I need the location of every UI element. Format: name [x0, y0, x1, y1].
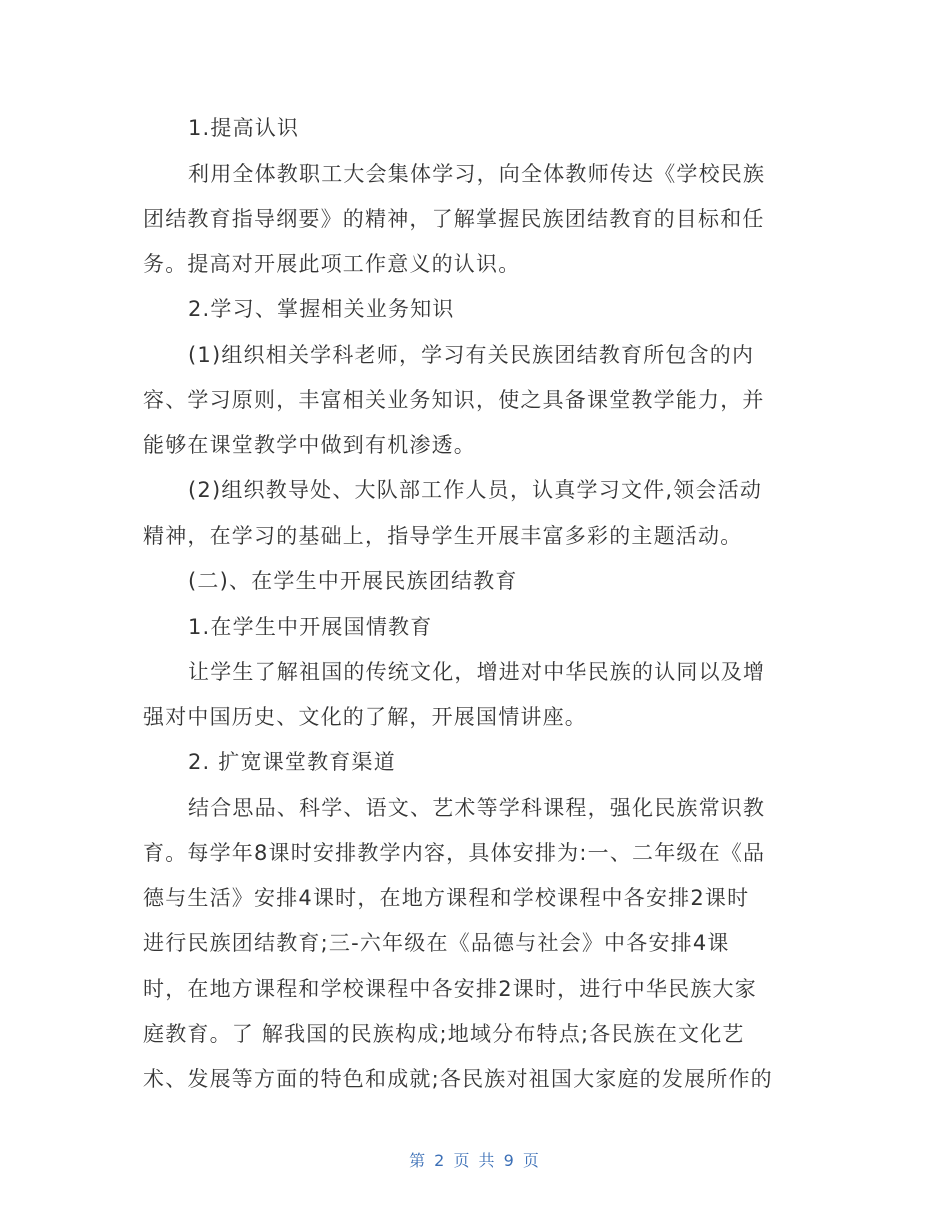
- paragraph-line: 利用全体教职工大会集体学习，向全体教师传达《学校民族: [188, 162, 766, 186]
- section-heading: (二)、在学生中开展民族团结教育: [188, 569, 518, 593]
- section-heading: 2.学习、掌握相关业务知识: [188, 297, 455, 321]
- section-heading: 2. 扩宽课堂教育渠道: [188, 750, 396, 774]
- paragraph-line: 结合思品、科学、语文、艺术等学科课程，强化民族常识教: [188, 796, 766, 820]
- section-heading: 1.在学生中开展国情教育: [188, 615, 433, 639]
- paragraph-line: 团结教育指导纲要》的精神，了解掌握民族团结教育的目标和任: [143, 207, 765, 231]
- paragraph-line: 时，在地方课程和学校课程中各安排2课时，进行中华民族大家: [143, 977, 757, 1001]
- paragraph-line: 精神，在学习的基础上，指导学生开展丰富多彩的主题活动。: [143, 524, 743, 548]
- paragraph-line: 进行民族团结教育;三-六年级在《品德与社会》中各安排4课: [143, 931, 730, 955]
- paragraph-line: 术、发展等方面的特色和成就;各民族对祖国大家庭的发展所作的: [143, 1067, 773, 1091]
- paragraph-line: 务。提高对开展此项工作意义的认识。: [143, 252, 521, 276]
- page-number-footer: 第 2 页 共 9 页: [409, 1151, 541, 1170]
- paragraph-line: 育。每学年8课时安排教学内容，具体安排为:一、二年级在《品: [143, 841, 766, 865]
- paragraph-line: 庭教育。了 解我国的民族构成;地域分布特点;各民族在文化艺: [143, 1022, 745, 1046]
- paragraph-line: 容、学习原则，丰富相关业务知识，使之具备课堂教学能力，并: [143, 388, 765, 412]
- paragraph-line: (1)组织相关学科老师，学习有关民族团结教育所包含的内: [188, 343, 755, 367]
- paragraph-line: 能够在课堂教学中做到有机渗透。: [143, 433, 476, 457]
- paragraph-line: 强对中国历史、文化的了解，开展国情讲座。: [143, 705, 587, 729]
- paragraph-line: 让学生了解祖国的传统文化，增进对中华民族的认同以及增: [188, 660, 766, 684]
- paragraph-line: (2)组织教导处、大队部工作人员，认真学习文件,领会活动: [188, 478, 763, 502]
- paragraph-line: 德与生活》安排4课时，在地方课程和学校课程中各安排2课时: [143, 886, 750, 910]
- section-heading: 1.提高认识: [188, 116, 300, 140]
